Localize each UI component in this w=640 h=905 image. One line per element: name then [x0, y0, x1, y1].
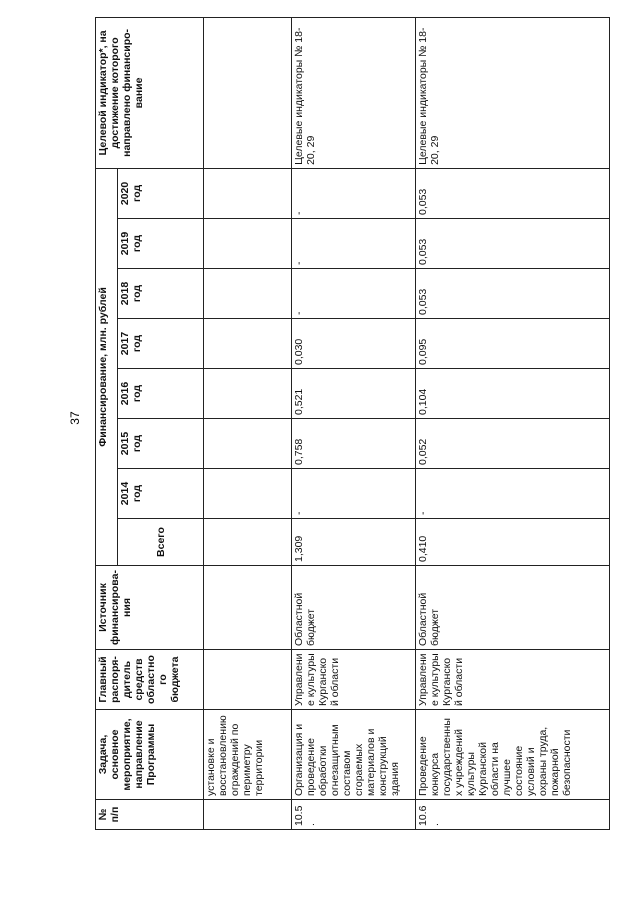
cell-2016: 0,521	[292, 369, 416, 419]
cell-2015: 0,758	[292, 419, 416, 469]
cell-task: Проведение конкурса государственных учреждений культуры Курганской области на лучшее состояние условий и охраны труда, пожарной безопасности	[416, 710, 610, 800]
cell-2018: 0,053	[416, 269, 610, 319]
cell-2015	[204, 419, 292, 469]
header-2018: 2018 год	[118, 269, 204, 319]
cell-2019	[204, 219, 292, 269]
cell-2018: -	[292, 269, 416, 319]
cell-2014	[204, 469, 292, 519]
header-2015: 2015 год	[118, 419, 204, 469]
table-row	[292, 17, 416, 829]
table-row	[416, 17, 610, 829]
cell-total: 0,410	[416, 519, 610, 566]
cell-source: Областной бюджет	[416, 566, 610, 650]
cell-2017: 0,030	[292, 319, 416, 369]
cell-2020: 0,053	[416, 168, 610, 218]
cell-task: установке и восстановлению ограждений по периметру территории	[204, 710, 292, 800]
cell-2015: 0,052	[416, 419, 610, 469]
header-total: Всего	[118, 519, 204, 566]
financing-table	[95, 17, 610, 830]
cell-2017	[204, 319, 292, 369]
cell-num: 10.5.	[292, 800, 416, 830]
cell-task: Организация и проведение обработки огнезащитным составом сгораемых материалов и конструкций здания	[292, 710, 416, 800]
header-financing: Финансирование, млн. рублей	[96, 168, 118, 565]
cell-2018	[204, 269, 292, 319]
cell-source	[204, 566, 292, 650]
cell-indicator: Целевые индикаторы № 18-20, 29	[416, 17, 610, 168]
cell-source: Областной бюджет	[292, 566, 416, 650]
cell-2020	[204, 168, 292, 218]
header-num: № п/п	[96, 800, 204, 830]
header-task: Задача, основное мероприятие, направление Программы	[96, 710, 204, 800]
cell-total	[204, 519, 292, 566]
header-2019: 2019 год	[118, 219, 204, 269]
header-indicator: Целевой индикатор*, на достижение которого направлено финансиро-вание	[96, 17, 204, 168]
cell-num: 10.6.	[416, 800, 610, 830]
cell-total: 1,309	[292, 519, 416, 566]
page-number: 37	[68, 411, 82, 425]
table-row	[204, 17, 292, 829]
cell-manager: Управление культуры Курганской области	[292, 650, 416, 710]
header-source: Источник финансирова-ния	[96, 566, 204, 650]
header-manager: Главный распоря-дитель средств областного бюджета	[96, 650, 204, 710]
header-2016: 2016 год	[118, 369, 204, 419]
cell-2016	[204, 369, 292, 419]
cell-2014: -	[292, 469, 416, 519]
cell-2016: 0,104	[416, 369, 610, 419]
cell-indicator: Целевые индикаторы № 18-20, 29	[292, 17, 416, 168]
cell-2019: 0,053	[416, 219, 610, 269]
cell-manager	[204, 650, 292, 710]
cell-2017: 0,095	[416, 319, 610, 369]
cell-2014: -	[416, 469, 610, 519]
cell-manager: Управление культуры Курганской области	[416, 650, 610, 710]
cell-num	[204, 800, 292, 830]
header-2014: 2014 год	[118, 469, 204, 519]
cell-indicator	[204, 17, 292, 168]
cell-2020: -	[292, 168, 416, 218]
header-2017: 2017 год	[118, 319, 204, 369]
cell-2019: -	[292, 219, 416, 269]
rotated-table-container	[95, 18, 609, 830]
header-2020: 2020 год	[118, 168, 204, 218]
